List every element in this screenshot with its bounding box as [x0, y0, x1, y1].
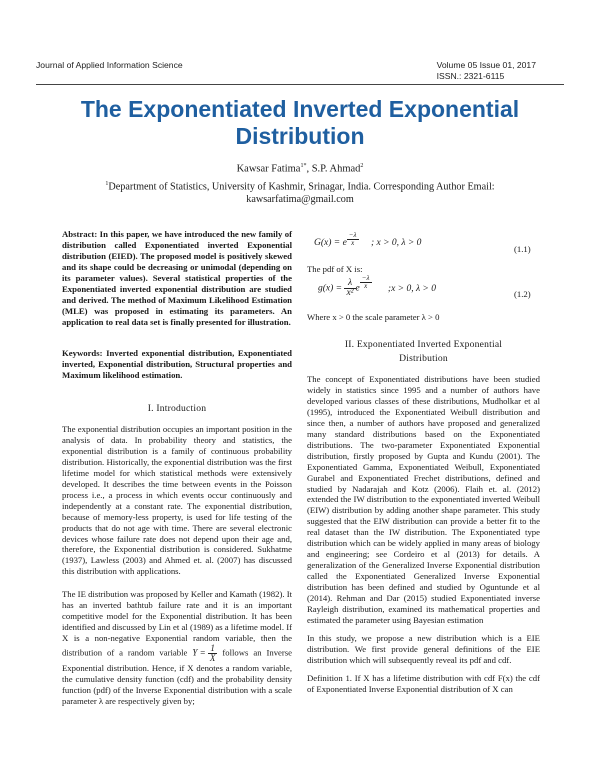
equation-1	[314, 231, 422, 248]
issn-info: ISSN.: 2321-6115	[436, 71, 505, 81]
eq2-number: (1.2)	[514, 289, 531, 299]
inline-fraction	[208, 644, 218, 663]
authors	[36, 163, 564, 175]
pdf-intro: The pdf of X is:	[307, 264, 363, 274]
section-2-title-line-2: Distribution	[399, 353, 448, 364]
abstract: Abstract: In this paper, we have introduced the new family of distribution called Exponentiated inverted Exponential distribution (EIED). The proposed model is positively skewed and its shape could be decreasing or unimodal (depending on its parameter values). Several statistical properties of the Exponentiated inverted exponential distribution are studied and derived. The method of Maximum Likelihood Estimation (MLE) was proposed in estimating its parameters. An application to real data set is finally presented for illustration.	[62, 229, 292, 327]
paper-title	[36, 96, 564, 150]
eq1-condition: ; x > 0, λ > 0	[370, 238, 422, 248]
section-introduction-heading	[62, 404, 292, 415]
eq1-lhs: G(x) = e	[314, 238, 347, 248]
eq1-number: (1.1)	[514, 244, 531, 254]
intro-paragraph-1: The exponential distribution occupies an important position in the analysis of data. In probability theory and statistics, the exponential distribution is a family of continuous probability distribution. Historically, the exponential distribution was the first lifetime model for which statistical methods were extensively developed. It describes the time between events in the Poisson process i.e., a process in which events occur continuously and independently at a constant rate. The exponential distribution, because of memory-less property, is used for life testing of the products that do not age with time. There are several electronic devices whose failure rate does not depend upon their age and, therefore, the Exponential distribution is considered. Sukhatme (1937), Lawless (2003) and Ahmed et. al. (2007) has discussed this distribution with applications.	[62, 424, 292, 577]
eq2-fraction	[344, 279, 355, 298]
eq2-num: λ	[344, 279, 355, 289]
author-1-sup: 1*	[300, 163, 307, 169]
intro-p2-text-b: an Inverse Exponential distribution. Hence, if X denotes a random variable, the cumulative density function (cdf) and the probability density function (pdf) of the Inverse Exponential distribution with a scale parameter λ are respectively given by;	[62, 647, 293, 706]
eq2-exponent	[360, 275, 372, 290]
affiliation-email: kawsarfatima@gmail.com	[246, 194, 354, 206]
keywords: Keywords: Inverted exponential distribution, Exponentiated inverted, Exponential distribution, Structural properties and Maximum likelihood estimation.	[62, 348, 292, 380]
intro-follows: follows	[222, 647, 249, 658]
volume-issn	[437, 60, 536, 82]
section-2-body	[307, 374, 540, 702]
inline-den: X	[209, 652, 216, 663]
eq2-lhs: g(x) =	[318, 283, 343, 294]
section-1-title: I. Introduction	[147, 403, 207, 414]
header-rule	[36, 84, 564, 85]
author-2: , S.P. Ahmad	[306, 163, 361, 175]
section-2-paragraph-1: The concept of Exponentiated distributions have been studied widely in statistics since 1995 and a number of authors have developed various classes of these distributions, Mudholkar et al (1995), introduced the Exponentiated Weibull distribution and since then, a number of authors have proposed and generalized many standard distributions based on the Exponentiated distributions. The two-parameter Exponentiated Exponential distribution, firstly proposed by Gupta and Kundu (2001). The Exponentiated Gamma, Exponentiated Weibull, Exponentiated Gurabel and Exponentiated Frechet distributions, defined and studied by Nadarajah and Kotz (2006). Flaih et. al. (2012) extended the IW distribution to the exponentiated inverted Weibull (EIW) distribution by adding another shape parameter. This study suggested that the EIW distribution can provide a better fit to the real dataset than the IW distribution. The Exponentiated type distribution which can be widely applied in many areas of biology and engineering; see Cordeiro et al (2013) for details. A generalization of the Generalized Inverse Exponential distribution called the Exponentiated Generalized Inverse Exponential distribution has been defined and studied by Oguntunde et al (2014). Rehman and Dar (2015) studied Exponentiated inverse Rayleigh distribution, examined its mathematical properties and estimated the parameter using Bayesian estimation	[307, 374, 540, 625]
section-2-title-line-1: II. Exponentiated Inverted Exponential	[344, 339, 503, 350]
affil-sup: 1	[105, 181, 109, 187]
section-2-paragraph-3: Definition 1. If X has a lifetime distribution with cdf F(x) the cdf of Exponentiated Inverse Exponential distribution of X can	[307, 672, 540, 694]
affiliation	[36, 178, 564, 206]
where-line: Where x > 0 the scale parameter λ > 0	[307, 312, 440, 322]
intro-paragraph-2	[62, 589, 292, 707]
title-line-2: Distribution	[235, 123, 365, 149]
eq2-condition: ;x > 0, λ > 0	[387, 283, 436, 294]
journal-name: Journal of Applied Information Science	[36, 60, 183, 70]
eq2-den: x²	[346, 288, 354, 298]
equation-2	[318, 274, 436, 298]
title-line-1: The Exponentiated Inverted Exponential	[80, 96, 520, 122]
intro-p2-text-a: The IE distribution was proposed by Keller and Kamath (1982). It has an inverted bathtub failure rate and it is an important competitive model for the Exponential distribution. It has been identified and discussed by Lin et al (1989) as a lifetime model. If X is a non-negative Exponential random variable, then the distribution of a random variable	[62, 589, 292, 658]
volume-info: Volume 05 Issue 01, 2017	[436, 60, 536, 70]
inline-y: Y =	[192, 647, 206, 658]
eq1-exponent	[347, 232, 359, 247]
author-1: Kawsar Fatima	[236, 163, 301, 175]
eq2-exp-den: x	[364, 282, 368, 290]
eq2-e: e	[355, 283, 360, 294]
author-2-sup: 2	[360, 163, 364, 169]
section-2-paragraph-2: In this study, we propose a new distribution which is a EIE distribution. We first provide general definitions of the EIE distribution which will subsequently reveal its pdf and cdf.	[307, 632, 540, 665]
eq1-exp-den: x	[351, 239, 355, 247]
eq1-exp-num: −λ	[348, 231, 357, 239]
affiliation-line-1: Department of Statistics, University of Kashmir, Srinagar, India. Corresponding Author Email:	[108, 181, 495, 193]
inline-num: 1	[208, 644, 218, 654]
section-2-heading	[307, 338, 540, 366]
inline-y-formula	[192, 644, 217, 663]
eq2-exp-num: −λ	[361, 274, 370, 282]
